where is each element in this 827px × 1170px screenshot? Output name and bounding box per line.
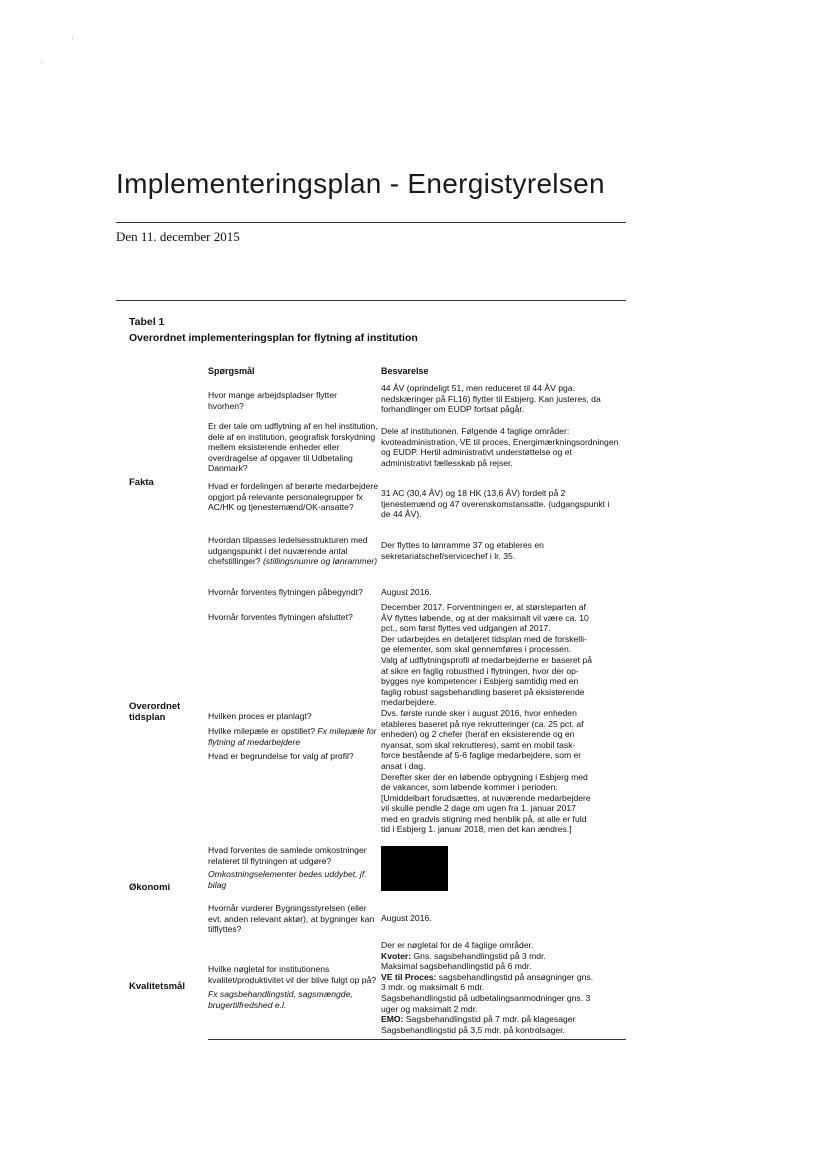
answer-line: [Umiddelbart forudsættes, at nuværende medarbejdere	[381, 792, 591, 803]
tidsplan-question-5: Hvad er begrundelse for valg af profil?	[208, 751, 354, 761]
kvalitet-question-1: Hvilke nøgletal for institutionens kvalitet/produktivitet vil der blive fulgt op på?	[208, 964, 377, 985]
answer-line: ge elementer, som skal gennemføres i processen.	[381, 644, 572, 655]
kvalitet-emo-text: Sagsbehandlingstid på 7 mdr. på klagesager	[403, 1014, 576, 1025]
tidsplan-question-1: Hvornår forventes flytningen påbegyndt?	[208, 587, 363, 597]
kvalitet-kvoter-2: Maksimal sagsbehandlingstid på 6 mdr.	[381, 961, 532, 972]
category-okonomi: Økonomi	[129, 882, 171, 893]
okonomi-question-1: Hvad forventes de samlede omkostninger relateret til flytningen at udgøre?	[208, 845, 367, 866]
answer-line: December 2017. Forventningen er, at størsteparten af	[381, 602, 586, 612]
tidsplan-question-4-text: Hvilke milepæle er opstillet?	[208, 726, 315, 736]
kvalitet-question-1-note: Fx sagsbehandlingstid, sagsmængde, brugertilfredshed e.l.	[208, 989, 353, 1010]
kvalitet-emo	[381, 1014, 621, 1025]
answer-line: Valg af udflytningsprofil af medarbejderne er baseret på	[381, 654, 592, 665]
table-bottom-rule	[208, 1039, 626, 1040]
tidsplan-answer-1: August 2016.	[381, 587, 432, 597]
tidsplan-answer-2	[381, 602, 621, 835]
tidsplan-question-4-note: Fx milepæle for flytning af medarbejdere	[208, 726, 377, 747]
tidsplan-question-2: Hvornår forventes flytningen afsluttet?	[208, 612, 353, 622]
fakta-question-3: Hvad er fordelingen af berørte medarbejdere opgjort på relevante personalegrupper fx AC/HK og tjenestemænd/OK-ansatte?	[208, 481, 379, 513]
scan-speck: ·	[71, 34, 74, 43]
answer-line: medarbejdere.	[381, 697, 437, 708]
answer-line: tid i Esbjerg 1. januar 2018, men det kan ændres.]	[381, 824, 572, 835]
title-rule	[116, 222, 626, 223]
redaction-box	[381, 846, 448, 891]
kvalitet-kvoter-label: Kvoter:	[381, 950, 412, 961]
answer-line: force bestående af 5-6 faglige medarbejdere, som er	[381, 750, 582, 761]
answer-line: Der udarbejdes en detaljeret tidsplan med de forskelli-	[381, 633, 587, 644]
okonomi-answer-2: August 2016.	[381, 913, 432, 923]
fakta-question-4-text: Hvordan tilpasses ledelsesstrukturen med udgangspunkt i det nuværende antal chefstillinger?	[208, 535, 368, 567]
answer-line: ansat i dag.	[381, 760, 426, 771]
page-title: Implementeringsplan - Energistyrelsen	[116, 168, 605, 199]
category-kvalitetsmaal: Kvalitetsmål	[129, 981, 185, 992]
kvalitet-intro: Der er nøgletal for de 4 faglige områder.	[381, 940, 534, 950]
fakta-answer-1: 44 ÅV (oprindeligt 51, men reduceret til 44 ÅV pga. nedskæringer på FL16) flytter til Esbjerg. Kan justeres, da forhandlinger om EUDP fortsat pågår.	[381, 383, 601, 415]
answer-line: at sikre en faglig robusthed i flytningen, hvor der op-	[381, 665, 579, 676]
tidsplan-question-4	[208, 726, 386, 747]
answer-line: bygges nye kompetencer i Esbjerg samtidig med en	[381, 676, 579, 687]
category-tidsplan-line2: tidsplan	[129, 712, 166, 723]
tidsplan-question-3: Hvilken proces er planlagt?	[208, 711, 312, 721]
kvalitet-kvoter	[381, 951, 621, 962]
table-title: Overordnet implementeringsplan for flytning af institution	[129, 332, 418, 344]
fakta-answer-3: 31 AC (30,4 ÅV) og 18 HK (13,6 ÅV) fordelt på 2 tjenestemænd og 47 overenskomstansatte. (udgangspunkt i de 44 ÅV).	[381, 488, 610, 520]
header-answer: Besvarelse	[381, 366, 429, 376]
kvalitet-kvoter-text: Gns. sagsbehandlingstid på 3 mdr.	[411, 950, 546, 961]
answer-line: de vakancer, som løbende kommer i perioden.	[381, 782, 558, 793]
category-fakta: Fakta	[129, 477, 154, 488]
kvalitet-ve	[381, 972, 621, 983]
kvalitet-emo-label: EMO:	[381, 1014, 404, 1025]
fakta-question-1: Hvor mange arbejdspladser flytter hvorhen?	[208, 390, 337, 411]
okonomi-question-1-note: Omkostningselementer bedes uddybet, jf. bilag	[208, 869, 367, 890]
kvalitet-emo-2: Sagsbehandlingstid på 3,5 mdr. på kontrolsager.	[381, 1024, 565, 1035]
fakta-question-4	[208, 535, 380, 567]
fakta-answer-4: Der flyttes to lønramme 37 og etableres en sekretariatschef/servicechef i lr. 35.	[381, 540, 544, 561]
header-question: Spørgsmål	[208, 366, 255, 376]
answer-line: Dvs. første runde sker i august 2016, hvor enheden	[381, 707, 577, 718]
answer-line: nyansat, som skal rekrutteres), samt en mobil task-	[381, 739, 576, 750]
fakta-answer-2: Dele af institutionen. Følgende 4 faglige områder: kvoteadministration, VE til proces, Energimærkningsordningen og EUDP. Hertil administrativt understøttelse og et administrativt fællesskab på rejser.	[381, 426, 619, 468]
answer-line: vil skulle pendle 2 dage om ugen fra 1. januar 2017	[381, 803, 576, 814]
kvalitet-ve-4: uger og maksimalt 2 mdr.	[381, 1003, 478, 1014]
kvalitet-ve-label: VE til Proces:	[381, 971, 437, 982]
document-date: Den 11. december 2015	[116, 229, 240, 244]
category-tidsplan-line1: Overordnet	[129, 701, 181, 712]
answer-line: faglig robust sagsbehandling baseret på eksisterende	[381, 686, 585, 697]
answer-line: etableres baseret på nye rekrutteringer (ca. 25 pct. af	[381, 718, 584, 729]
answer-line: pct., som først flyttes ved udgangen af 2017.	[381, 623, 551, 634]
answer-line: enheden) og 2 chefer (heraf en eksisterende og en	[381, 729, 575, 740]
kvalitet-ve-text: sagsbehandlingstid på ansøgninger gns.	[436, 971, 594, 982]
fakta-question-4-note: (stillingsnumre og lønrammer)	[262, 556, 378, 567]
scan-speck: ·	[40, 58, 43, 67]
okonomi-question-2: Hvornår vurderer Bygningsstyrelsen (eller evt. anden relevant aktør), at bygninger kan tilflyttes?	[208, 903, 375, 935]
kvalitet-answer-1	[381, 940, 621, 1035]
fakta-question-2: Er der tale om udflytning af en hel institution, dele af en institution, geografisk forskydning mellem eksisterende enheder eller overdragelse af opgaver til Udbetaling Danmark?	[208, 421, 378, 474]
kvalitet-ve-2: 3 mdr. og maksimalt 6 mdr.	[381, 982, 485, 993]
section-rule	[116, 300, 626, 301]
table-label: Tabel 1	[129, 316, 165, 328]
answer-line: ÅV flyttes løbende, og at der maksimalt vil være ca. 10	[381, 612, 589, 623]
answer-line: Derefter sker der en løbende opbygning i Esbjerg med	[381, 771, 588, 782]
answer-line: med en gradvis stigning med henblik på, at alle er fuld	[381, 813, 587, 824]
kvalitet-ve-3: Sagsbehandlingstid på udbetalingsanmodninger gns. 3	[381, 992, 591, 1003]
